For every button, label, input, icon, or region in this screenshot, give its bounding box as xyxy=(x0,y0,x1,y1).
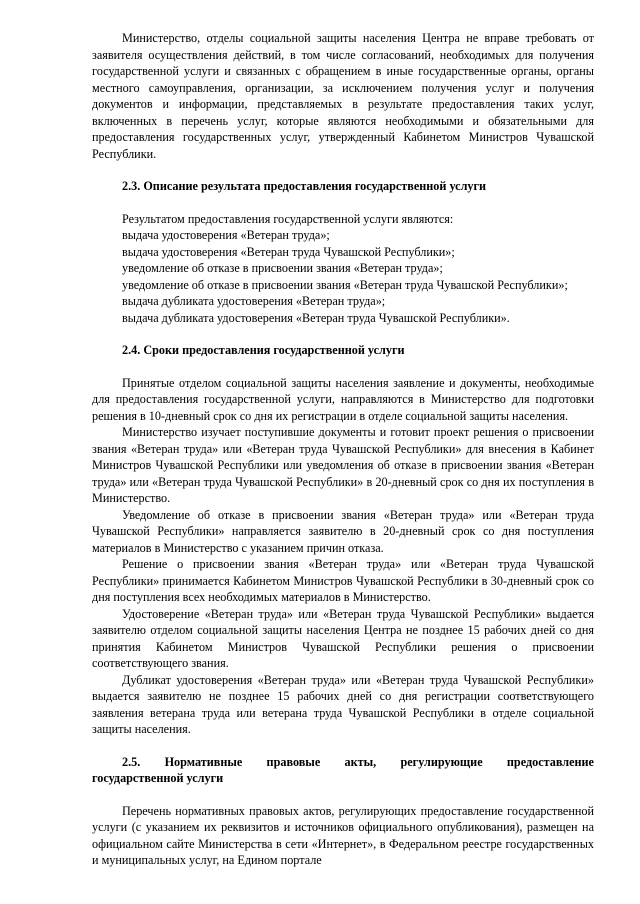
result-item: уведомление об отказе в присвоении звания «Ветеран труда Чувашской Республики»; xyxy=(122,277,568,292)
section-2-4-heading: 2.4. Сроки предоставления государственной услуги xyxy=(122,343,405,357)
heading-word: акты, xyxy=(344,754,377,769)
heading-word: правовые xyxy=(266,754,321,769)
section-2-5-heading-line1 xyxy=(92,754,594,771)
result-item: выдача дубликата удостоверения «Ветеран труда»; xyxy=(122,294,386,308)
section-2-4-paragraph: Уведомление об отказе в присвоении звания «Ветеран труда» или «Ветеран труда Чувашской Республики» направляется заявителю в 20-дневный срок со дня поступления материалов в Министерство с указанием причин отказа. xyxy=(92,507,594,555)
section-2-3-lead: Результатом предоставления государственной услуги являются: xyxy=(122,211,454,226)
section-2-4-paragraph: Дубликат удостоверения «Ветеран труда» или «Ветеран труда Чувашской Республики» выдается заявителю не позднее 15 рабочих дней со дня регистрации соответствующего заявления ветерана труда или ветерана труда Чувашской Республики в отделе социальной защиты населения. xyxy=(92,672,594,736)
section-2-5-heading-line2: государственной услуги xyxy=(92,771,224,785)
section-2-3-heading: 2.3. Описание результата предоставления государственной услуги xyxy=(122,179,487,193)
result-item: выдача дубликата удостоверения «Ветеран труда Чувашской Республики». xyxy=(122,310,510,325)
heading-word: предоставление xyxy=(506,754,594,769)
heading-word: регулирующие xyxy=(400,754,483,769)
section-2-4-paragraph: Решение о присвоении звания «Ветеран труда» или «Ветеран труда Чувашской Республики» принимается Кабинетом Министров Чувашской Республики в 30-дневный срок со дня поступления всех необходимых материалов в Министерство. xyxy=(92,557,594,604)
result-item: уведомление об отказе в присвоении звания «Ветеран труда»; xyxy=(122,261,443,275)
section-2-4-paragraph: Принятые отделом социальной защиты населения заявление и документы, необходимые для предоставления государственной услуги, направляются в Министерство для подготовки решения в 10-дневный срок со дня их регистрации в отделе социальной защиты населения. xyxy=(92,375,594,423)
result-item: выдача удостоверения «Ветеран труда Чувашской Республики»; xyxy=(122,244,455,259)
heading-word: Нормативные xyxy=(164,754,243,769)
section-2-5-paragraph: Перечень нормативных правовых актов, регулирующих предоставление государственной услуги (с указанием их реквизитов и источников официального опубликования), размещен на официальном сайте Министерства в сети «Интернет», в Федеральном реестре государственных и муниципальных услуг, на Едином портале xyxy=(92,803,594,867)
section-2-5-heading xyxy=(92,754,594,787)
section-2-4-paragraph: Министерство изучает поступившие документы и готовит проект решения о присвоении звания «Ветеран труда» или «Ветеран труда Чувашской Республики» для внесения в Кабинет Министров Чувашской Республики или уведомления об отказе в присвоении звания «Ветеран труда» или «Ветеран труда Чувашской Республики» в 20-дневный срок со дня их поступления в Министерство. xyxy=(92,425,594,505)
document-page xyxy=(92,30,594,869)
section-2-4-paragraph: Удостоверение «Ветеран труда» или «Ветеран труда Чувашской Республики» выдается заявителю отделом социальной защиты населения Центра не позднее 15 рабочих дней со дня принятия Кабинетом Министров Чувашской Республики решения о присвоении соответствующего звания. xyxy=(92,606,594,670)
heading-word: 2.5. xyxy=(122,754,141,769)
intro-paragraph: Министерство, отделы социальной защиты населения Центра не вправе требовать от заявителя осуществления действий, в том числе согласований, необходимых для получения государственной услуги и связанных с обращением в иные государственные органы, органы местного самоуправления, организации, за исключением получения услуг и получения документов и информации, представляемых в результате предоставления таких услуг, включенных в перечень услуг, которые являются необходимыми и обязательными для предоставления государственных услуг, утвержденный Кабинетом Министров Чувашской Республики. xyxy=(92,31,594,161)
result-item: выдача удостоверения «Ветеран труда»; xyxy=(122,228,330,242)
